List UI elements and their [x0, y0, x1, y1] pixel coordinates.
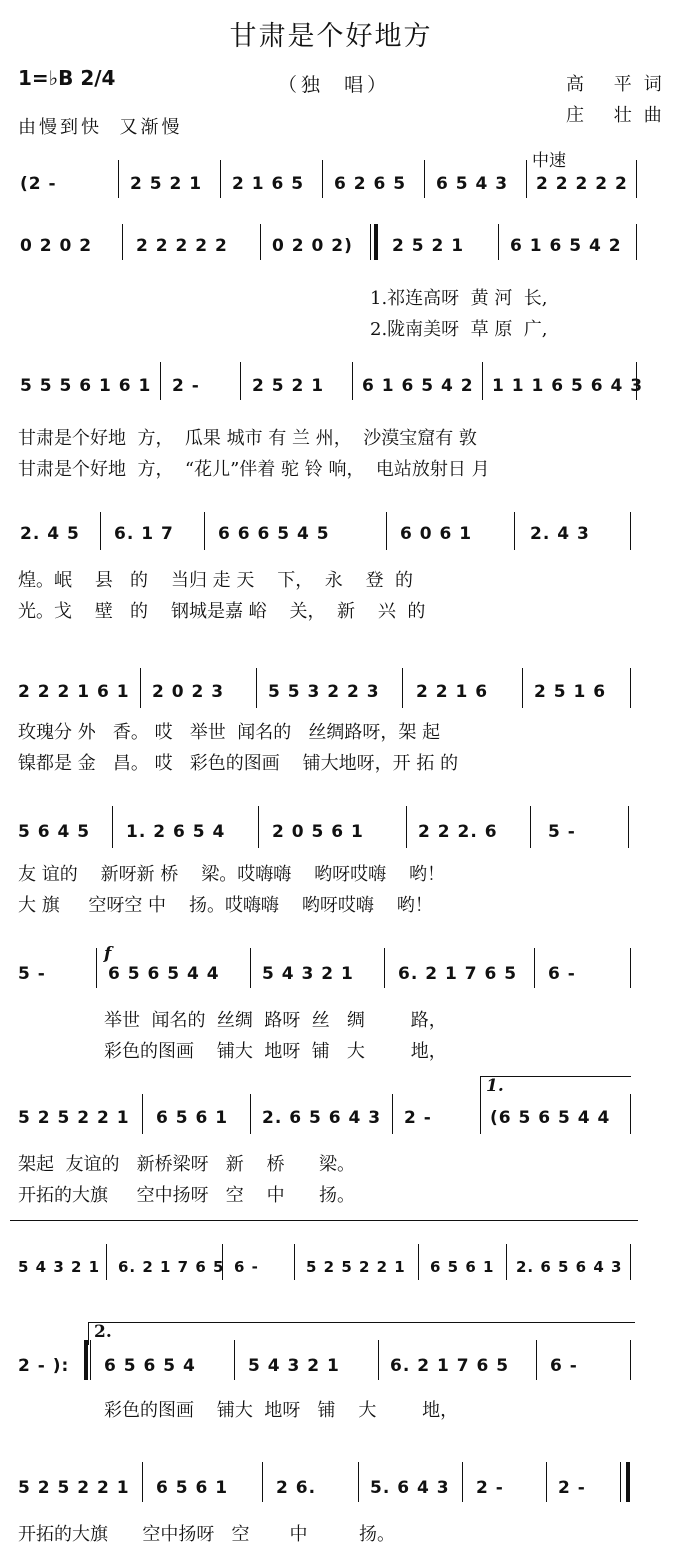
lyric-verse-1: 甘肃是个好地 方， 瓜果 城市 有 兰 州， 沙漠宝窟有 敦: [18, 428, 477, 449]
performance-type: （独 唱）: [278, 74, 391, 96]
barline: [498, 224, 499, 260]
notation-measure: 2. 6 5 6 4 3: [262, 1108, 382, 1128]
lyric-verse-2: 大 旗 空呀空 中 扬。哎嗨嗨 哟呀哎嗨 哟！: [18, 895, 433, 916]
notation-measure: 1. 2 6 5 4: [126, 822, 226, 842]
barline: [636, 224, 637, 260]
notation-measure: 6 5 6 5 4 4: [108, 964, 220, 984]
notation-measure: 5 4 3 2 1: [248, 1356, 340, 1376]
barline: [160, 362, 161, 400]
barline: [250, 948, 251, 988]
barline: [256, 668, 257, 708]
barline: [636, 160, 637, 198]
barline: [530, 806, 531, 848]
notation-measure: 5 2 5 2 2 1: [18, 1108, 130, 1128]
lyric-verse-2: 开拓的大旗 空中扬呀 空 中 扬。: [18, 1185, 355, 1206]
notation-measure: (2 -: [20, 174, 57, 194]
dynamic-marking: f: [104, 944, 112, 964]
notation-measure: 2 -: [404, 1108, 432, 1128]
barline: [222, 1244, 223, 1280]
notation-measure: 2. 4 3: [530, 524, 590, 544]
barline: [118, 160, 119, 198]
barline: [106, 1244, 107, 1280]
barline: [142, 1094, 143, 1134]
lyric-verse-2: 开拓的大旗 空中扬呀 空 中 扬。: [18, 1524, 396, 1545]
notation-measure: 6 0 6 1: [400, 524, 473, 544]
barline: [258, 806, 259, 848]
notation-measure: 6 5 6 1: [430, 1258, 495, 1276]
notation-measure: 6 5 6 1: [156, 1108, 229, 1128]
barline: [630, 948, 631, 988]
notation-measure: 2 0 5 6 1: [272, 822, 364, 842]
notation-measure: 2 2 2 1 6 1: [18, 682, 130, 702]
lyric-verse-2: 2.陇南美呀 草 原 广,: [370, 319, 548, 340]
barline: [514, 512, 515, 550]
notation-measure: 6 -: [548, 964, 576, 984]
barline: [482, 362, 483, 400]
notation-measure: 0 2 0 2: [20, 236, 93, 256]
notation-measure: 6 6 6 5 4 5: [218, 524, 330, 544]
barline: [112, 806, 113, 848]
barline: [352, 362, 353, 400]
barline: [96, 948, 97, 988]
notation-measure: 1 1 1 6 5 6 4 3: [492, 376, 644, 396]
barline: [262, 1462, 263, 1502]
notation-measure: (6 5 6 5 4 4: [490, 1108, 611, 1128]
composer-credit: 庄 壮曲: [566, 105, 674, 126]
notation-measure: 5 -: [18, 964, 46, 984]
barline: [424, 160, 425, 198]
barline: [534, 948, 535, 988]
barline: [100, 512, 101, 550]
barline: [628, 806, 629, 848]
barline: [630, 512, 631, 550]
barline: [630, 1244, 631, 1280]
notation-measure: 6 5 4 3: [436, 174, 509, 194]
barline: [630, 1340, 631, 1380]
notation-measure: 5 2 5 2 2 1: [306, 1258, 406, 1276]
notation-measure: 6 -: [234, 1258, 259, 1276]
barline: [260, 224, 261, 260]
barline: [630, 668, 631, 708]
lyric-verse-2: 彩色的图画 铺大 地呀 铺 大 地，: [104, 1400, 459, 1421]
barline: [402, 668, 403, 708]
barline: [418, 1244, 419, 1280]
notation-measure: 5 4 3 2 1: [262, 964, 354, 984]
barline: [240, 362, 241, 400]
notation-measure: 2 6.: [276, 1478, 317, 1498]
barline: [536, 1340, 537, 1380]
repeat-start-barline: [374, 224, 378, 260]
notation-measure: 2 5 1 6: [534, 682, 607, 702]
lyric-verse-1: 玫瑰分 外 香。 哎 举世 闻名的 丝绸路呀，架 起: [18, 722, 441, 743]
barline: [462, 1462, 463, 1502]
barline: [392, 1094, 393, 1134]
song-title: 甘肃是个好地方: [229, 21, 433, 52]
tempo-change-marking: 中速: [532, 151, 566, 171]
notation-measure: 5 6 4 5: [18, 822, 91, 842]
notation-measure: 0 2 0 2): [272, 236, 353, 256]
second-ending-label: 2.: [94, 1322, 112, 1342]
notation-measure: 5 2 5 2 2 1: [18, 1478, 130, 1498]
lyric-verse-1: 举世 闻名的 丝绸 路呀 丝 绸 路，: [104, 1010, 447, 1031]
final-barline: [620, 1462, 621, 1502]
notation-measure: 2. 6 5 6 4 3: [516, 1258, 623, 1276]
lyric-verse-2: 镍都是 金 昌。 哎 彩色的图画 铺大地呀，开 拓 的: [18, 753, 459, 774]
notation-measure: 6. 1 7: [114, 524, 174, 544]
barline: [630, 1094, 631, 1134]
barline: [220, 160, 221, 198]
notation-measure: 2 2 2. 6: [418, 822, 498, 842]
barline: [378, 1340, 379, 1380]
lyric-verse-1: 架起 友谊的 新桥梁呀 新 桥 梁。: [18, 1154, 355, 1175]
notation-measure: 5 5 5 6 1 6 1: [20, 376, 152, 396]
notation-measure: 2 -: [558, 1478, 586, 1498]
lyric-verse-1: 友 谊的 新呀新 桥 梁。哎嗨嗨 哟呀哎嗨 哟！: [18, 864, 445, 885]
notation-measure: 2 5 2 1: [392, 236, 465, 256]
barline: [140, 668, 141, 708]
tempo-marking: 由慢到快 又渐慢: [18, 117, 183, 138]
barline: [636, 362, 637, 400]
notation-measure: 6 1 6 5 4 2: [362, 376, 474, 396]
barline: [546, 1462, 547, 1502]
barline: [250, 1094, 251, 1134]
repeat-start-barline: [370, 224, 371, 260]
notation-measure: 6 1 6 5 4 2: [510, 236, 622, 256]
notation-measure: 5 4 3 2 1: [18, 1258, 101, 1276]
repeat-end-barline: [90, 1340, 91, 1380]
lyric-verse-1: 1.祁连高呀 黄 河 长,: [370, 288, 548, 309]
notation-measure: 2 - ):: [18, 1356, 70, 1376]
notation-measure: 6. 2 1 7 6 5: [118, 1258, 225, 1276]
notation-measure: 6 2 6 5: [334, 174, 407, 194]
notation-measure: 6 -: [550, 1356, 578, 1376]
notation-measure: 2 5 2 1: [252, 376, 325, 396]
notation-measure: 2 2 2 2 2: [136, 236, 228, 256]
lyric-verse-2: 彩色的图画 铺大 地呀 铺 大 地，: [104, 1041, 447, 1062]
notation-measure: 5 -: [548, 822, 576, 842]
barline: [358, 1462, 359, 1502]
notation-measure: 6 5 6 1: [156, 1478, 229, 1498]
lyric-verse-2: 光。戈 壁 的 钢城是嘉 峪 关， 新 兴 的: [18, 601, 426, 622]
barline: [204, 512, 205, 550]
barline: [294, 1244, 295, 1280]
notation-measure: 2 5 2 1: [130, 174, 203, 194]
barline: [406, 806, 407, 848]
notation-measure: 6. 2 1 7 6 5: [398, 964, 518, 984]
notation-measure: 5. 6 4 3: [370, 1478, 450, 1498]
notation-measure: 2 2 1 6: [416, 682, 489, 702]
notation-measure: 2 0 2 3: [152, 682, 225, 702]
barline: [384, 948, 385, 988]
repeat-end-barline: [84, 1340, 88, 1380]
notation-measure: 2 -: [172, 376, 200, 396]
barline: [322, 160, 323, 198]
lyricist-credit: 高 平词: [566, 74, 674, 95]
notation-measure: 2. 4 5: [20, 524, 80, 544]
first-ending-label: 1.: [486, 1076, 504, 1096]
lyric-verse-1: 煌。岷 县 的 当归 走 天 下， 永 登 的: [18, 570, 414, 591]
notation-measure: 2 2 2 2 2: [536, 174, 628, 194]
barline: [506, 1244, 507, 1280]
lyric-verse-2: 甘肃是个好地 方， “花儿”伴着 驼 铃 响， 电站放射日 月: [18, 459, 490, 480]
barline: [386, 512, 387, 550]
barline: [122, 224, 123, 260]
notation-measure: 6 5 6 5 4: [104, 1356, 196, 1376]
barline: [522, 668, 523, 708]
notation-measure: 6. 2 1 7 6 5: [390, 1356, 510, 1376]
barline: [480, 1094, 481, 1134]
notation-measure: 5 5 3 2 2 3: [268, 682, 380, 702]
barline: [142, 1462, 143, 1502]
key-signature: 1=♭B 2/4: [18, 66, 116, 90]
notation-measure: 2 -: [476, 1478, 504, 1498]
notation-measure: 2 1 6 5: [232, 174, 305, 194]
second-ending-bracket: [88, 1322, 635, 1345]
ending-continuation-line: [10, 1220, 638, 1221]
final-barline: [626, 1462, 630, 1502]
barline: [234, 1340, 235, 1380]
barline: [526, 160, 527, 198]
